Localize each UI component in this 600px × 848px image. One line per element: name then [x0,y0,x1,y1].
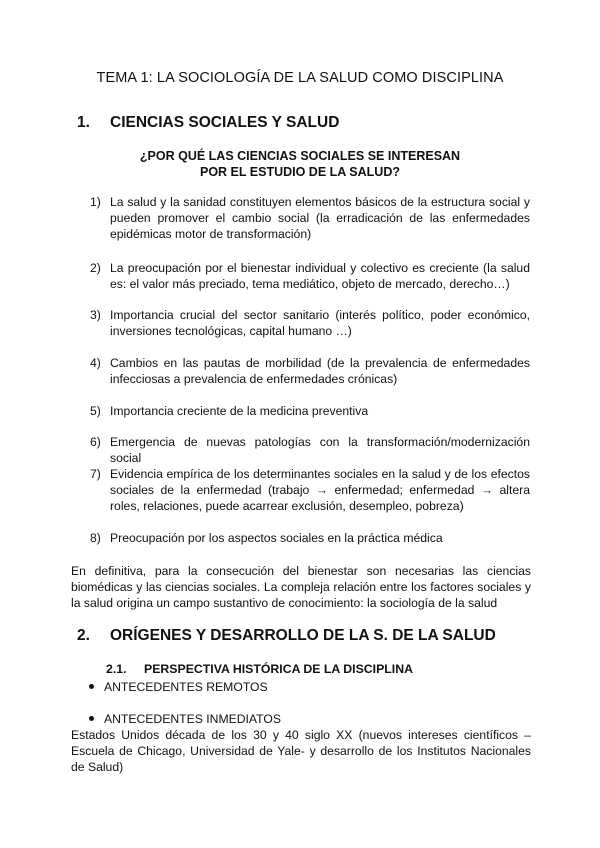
list-item-text: Emergencia de nuevas patologías con la transformación/modernización social [110,435,530,465]
list-item-text: Cambios en las pautas de morbilidad (de la prevalencia de enfermedades infecciosas a prevalencia de enfermedades crónicas) [110,356,530,386]
section-2-number: 2. [77,627,90,644]
list-item-number: 6) [90,435,101,449]
question-heading [0,148,600,180]
list-item [90,356,530,388]
page-title: TEMA 1: LA SOCIOLOGÍA DE LA SALUD COMO DISCIPLINA [96,70,504,86]
section-1-heading [77,114,557,134]
list-item-number: 4) [90,356,101,370]
list-item [90,195,530,242]
question-line-2: POR EL ESTUDIO DE LA SALUD? [199,165,400,179]
final-paragraph: Estados Unidos década de los 30 y 40 siglo XX (nuevos intereses científicos –Escuela de Chicago, Universidad de Yale- y desarrollo de los Institutos Nacionales de Salud) [71,728,531,774]
bullet-text: ANTECEDENTES REMOTOS [104,680,268,694]
subsection-title: PERSPECTIVA HISTÓRICA DE LA DISCIPLINA [144,662,413,676]
list-item-number: 2) [90,261,101,275]
bullet-item [89,680,268,694]
list-item-number: 3) [90,308,101,322]
bullet-item [89,712,281,726]
list-item-text: Importancia creciente de la medicina preventiva [110,404,369,418]
list-item-text: La preocupación por el bienestar individual y colectivo es creciente (la salud es: el valor más preciado, tema mediático, objeto de mercado, derecho…) [110,261,530,291]
conclusion-paragraph: En definitiva, para la consecución del bienestar son necesarias las ciencias biomédicas y las ciencias sociales. La compleja relación entre los factores sociales y la salud origina un campo sustantivo de conocimiento: la sociología de la salud [71,564,531,610]
list-item [90,404,530,420]
list-item [90,531,530,547]
question-line-1: ¿POR QUÉ LAS CIENCIAS SOCIALES SE INTERESAN [139,149,461,163]
list-item [90,308,530,340]
section-2-heading [77,627,557,647]
list-item-text: La salud y la sanidad constituyen elementos básicos de la estructura social y pueden promover el cambio social (la erradicación de las enfermedades epidémicas motor de transformación) [110,195,530,241]
section-2-title: ORÍGENES Y DESARROLLO DE LA S. DE LA SALUD [110,627,496,644]
bullet-dot-icon [89,716,94,721]
list-item-text: Preocupación por los aspectos sociales en la práctica médica [110,531,443,545]
list-item-number: 7) [90,467,101,481]
bullet-dot-icon [89,684,94,689]
list-item [90,261,530,293]
list-item-number: 8) [90,531,101,545]
list-item-number: 5) [90,404,101,418]
list-item-text: Evidencia empírica de los determinantes sociales en la salud y de los efectos sociales de la enfermedad (trabajo → enfermedad; enfermedad → altera roles, relaciones, puede acarrear exclusión, desempleo, pobreza) [110,467,530,513]
subsection-heading [106,662,506,678]
subsection-number: 2.1. [106,662,127,676]
list-item [90,435,530,467]
list-item-text: Importancia crucial del sector sanitario (interés político, poder económico, inversiones tecnológicas, capital humano …) [110,308,530,338]
section-1-number: 1. [77,114,90,131]
bullet-text: ANTECEDENTES INMEDIATOS [104,712,281,726]
list-item [90,467,530,514]
list-item-number: 1) [90,195,101,209]
section-1-title: CIENCIAS SOCIALES Y SALUD [110,114,340,131]
